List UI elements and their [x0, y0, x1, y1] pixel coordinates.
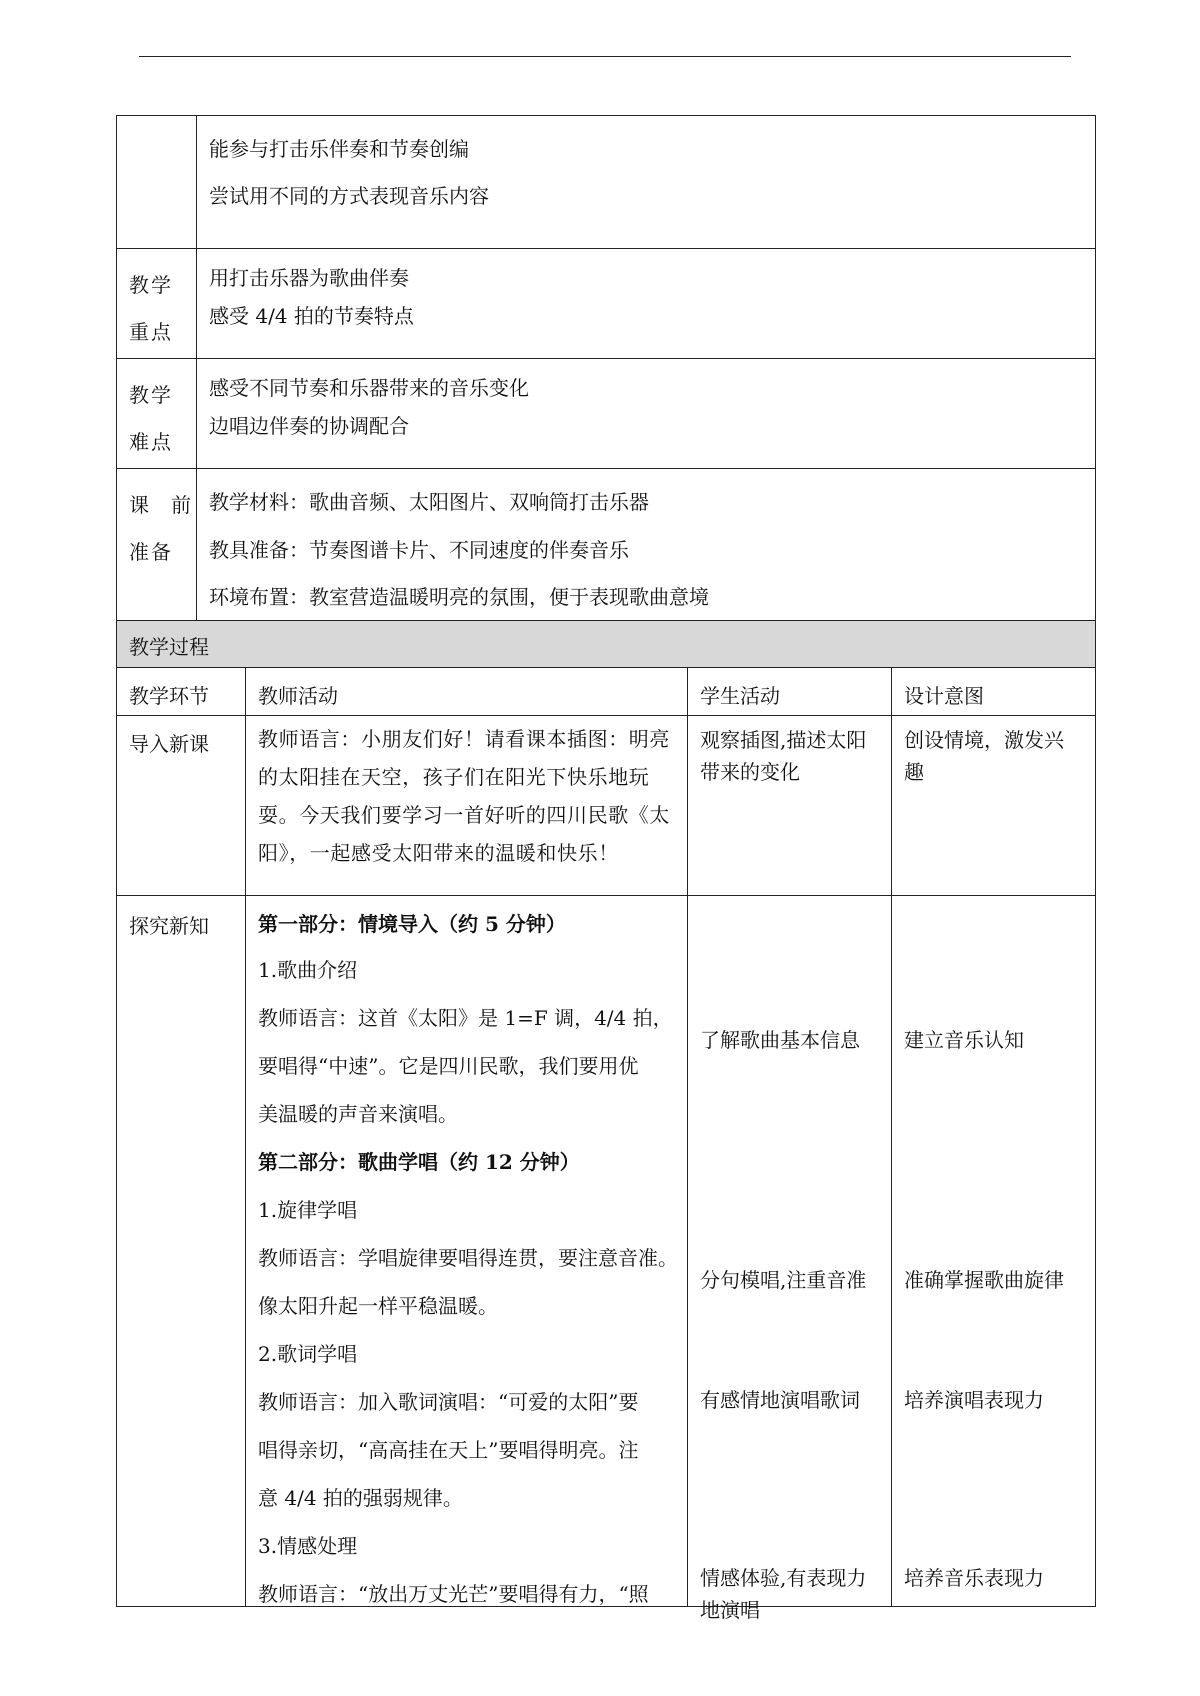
teacher-line: 的太阳挂在天空，孩子们在阳光下快乐地玩: [258, 765, 650, 789]
table1-row1-line: 能参与打击乐伴奏和节奏创编: [209, 137, 469, 161]
design-intent: 准确掌握歌曲旋律: [904, 1268, 1064, 1292]
teacher-line: 耍。今天我们要学习一首好听的四川民歌《太: [258, 803, 670, 827]
process-header-row: [117, 668, 1096, 716]
label-line: 教学: [129, 383, 173, 407]
student-activity: 情感体验,有表现力: [700, 1566, 867, 1590]
p2-text1-line: 像太阳升起一样平稳温暖。: [258, 1294, 498, 1318]
part2-title: 第二部分：歌曲学唱（约 12 分钟）: [258, 1150, 580, 1174]
design-intent: 培养演唱表现力: [904, 1388, 1044, 1412]
part1-title: 第一部分：情境导入（约 5 分钟）: [258, 912, 566, 936]
intent-line: 创设情境，激发兴: [904, 728, 1064, 752]
student-activity: 分句模唱,注重音准: [700, 1268, 867, 1292]
table1-row-difficulties: [117, 359, 1096, 469]
table1-row2-content: [197, 249, 1096, 359]
table1-row-skills: [117, 116, 1096, 249]
p2-text3-line: 教师语言：“放出万丈光芒”要唱得有力，“照: [258, 1582, 649, 1606]
intro-stage: 导入新课: [117, 716, 246, 896]
p1-text-line: 美温暖的声音来演唱。: [258, 1102, 458, 1126]
table1-row1-line: 尝试用不同的方式表现音乐内容: [209, 184, 489, 208]
p2-item1: 1.旋律学唱: [258, 1198, 358, 1222]
table1-row2-line: 用打击乐器为歌曲伴奏: [209, 266, 409, 290]
explore-stage-cell: [117, 896, 246, 1607]
label-word: 课: [129, 493, 149, 517]
intro-row: [117, 716, 1096, 896]
header-intent: 设计意图: [892, 668, 1096, 716]
intent-line: 趣: [904, 760, 924, 784]
p2-text2-line: 唱得亲切，“高高挂在天上”要唱得明亮。注: [258, 1438, 639, 1462]
objectives-table: [116, 115, 1096, 627]
student-line: 观察插图,描述太阳: [700, 728, 867, 752]
teacher-line: 教师语言：小朋友们好！请看课本插图：明亮: [258, 727, 670, 751]
student-activity: 了解歌曲基本信息: [700, 1028, 860, 1052]
table1-row2-line: 感受 4/4 拍的节奏特点: [209, 304, 414, 328]
process-title: 教学过程: [117, 621, 1096, 668]
header-rule: [139, 56, 1071, 57]
explore-intent-cell: [892, 896, 1096, 1607]
student-activity: 地演唱: [700, 1598, 760, 1622]
label-word: 前: [171, 493, 191, 517]
header-student: 学生活动: [688, 668, 892, 716]
student-line: 带来的变化: [700, 760, 800, 784]
p1-item: 1.歌曲介绍: [258, 958, 358, 982]
explore-student-cell: [688, 896, 892, 1622]
label-line: 准备: [129, 540, 173, 564]
label-line: 教学: [129, 273, 173, 297]
explore-teacher-cell: [246, 896, 688, 1607]
p1-text-line: 教师语言：这首《太阳》是 1=F 调，4/4 拍，: [258, 1006, 673, 1030]
explore-row: [117, 896, 1096, 1607]
header-stage: 教学环节: [117, 668, 246, 716]
design-intent: 建立音乐认知: [904, 1028, 1024, 1052]
header-teacher: 教师活动: [246, 668, 688, 716]
process-title-row: [117, 621, 1096, 668]
table1-row4-label: [117, 469, 197, 627]
p1-text-line: 要唱得“中速”。它是四川民歌，我们要用优: [258, 1054, 639, 1078]
teacher-line: 阳》，一起感受太阳带来的温暖和快乐！: [258, 841, 619, 865]
p2-text1-line: 教师语言：学唱旋律要唱得连贯，要注意音准。: [258, 1246, 678, 1270]
p2-item2: 2.歌词学唱: [258, 1342, 358, 1366]
table1-row4-content: [197, 469, 1096, 627]
table1-row4-line: 教具准备：节奏图谱卡片、不同速度的伴奏音乐: [209, 537, 629, 562]
design-intent: 培养音乐表现力: [904, 1566, 1044, 1590]
intro-teacher: [246, 716, 688, 896]
table1-row1-content: [197, 116, 1096, 249]
table1-row4-line: 教学材料：歌曲音频、太阳图片、双响筒打击乐器: [209, 490, 649, 514]
intro-student: [688, 716, 892, 896]
table1-row-key-points: [117, 249, 1096, 359]
intro-intent: [892, 716, 1096, 896]
p2-text2-line: 意 4/4 拍的强弱规律。: [258, 1486, 463, 1510]
student-activity: 有感情地演唱歌词: [700, 1388, 860, 1412]
table1-row4-line: 环境布置：教室营造温暖明亮的氛围，便于表现歌曲意境: [209, 585, 709, 609]
explore-stage: 探究新知: [129, 914, 209, 938]
table1-row3-label: [117, 359, 197, 469]
table1-row1-label: [117, 116, 197, 249]
table1-row3-content: [197, 359, 1096, 469]
label-line: 重点: [129, 320, 173, 344]
table1-row3-line: 边唱边伴奏的协调配合: [209, 414, 409, 438]
p2-text2-line: 教师语言：加入歌词演唱：“可爱的太阳”要: [258, 1390, 639, 1414]
table1-row3-line: 感受不同节奏和乐器带来的音乐变化: [209, 376, 529, 400]
table1-row-preparation: [117, 469, 1096, 627]
process-table: [116, 620, 1096, 1622]
label-line: 难点: [129, 430, 173, 454]
table1-row2-label: [117, 249, 197, 359]
p2-item3: 3.情感处理: [258, 1534, 358, 1558]
